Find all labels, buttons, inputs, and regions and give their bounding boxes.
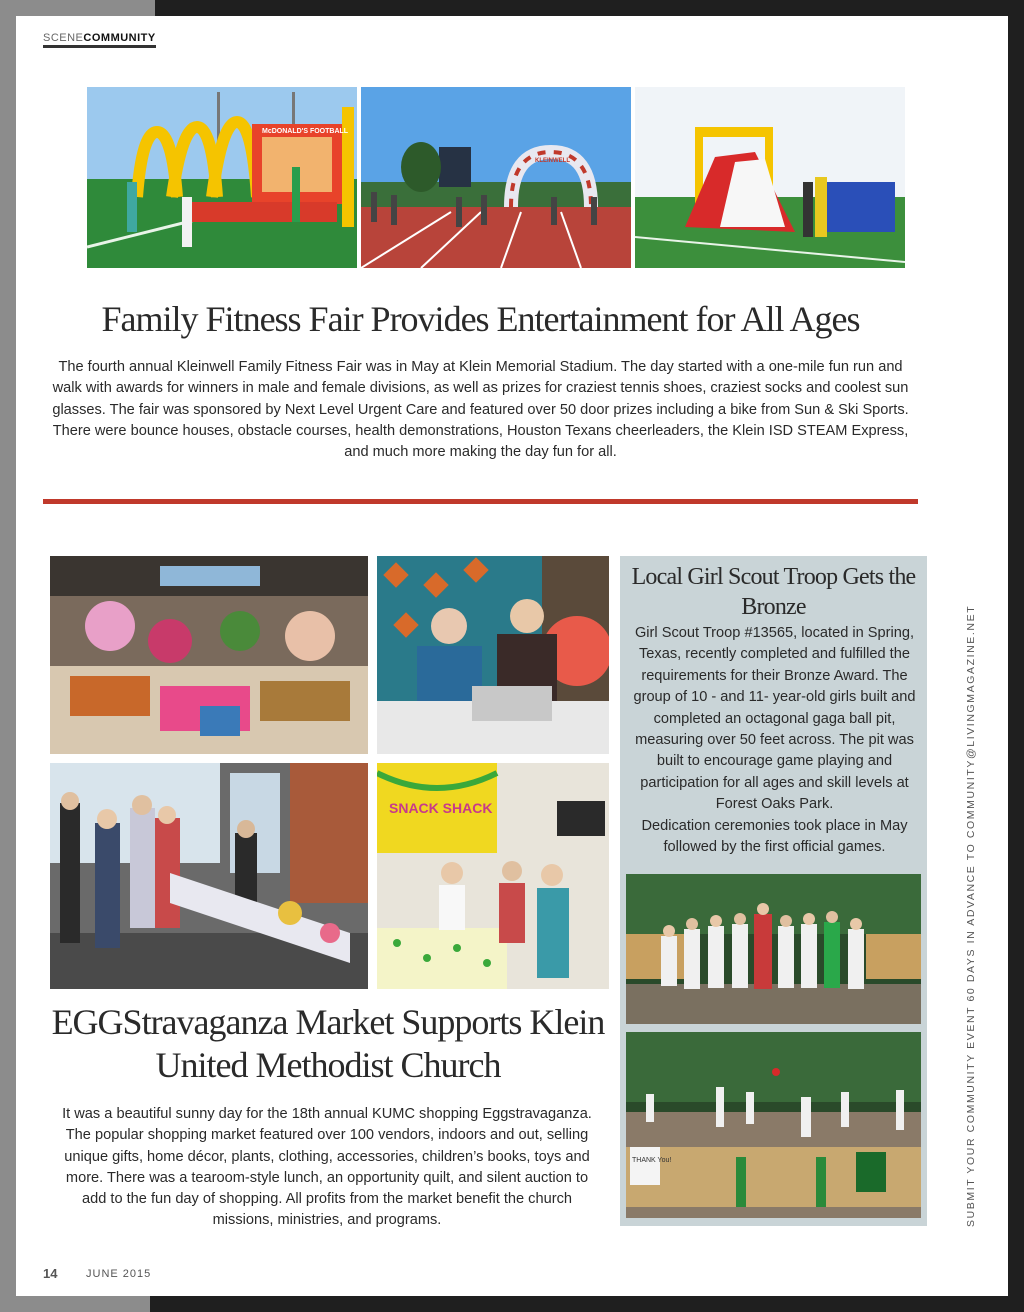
photo-market-vendors	[50, 556, 368, 754]
photo-gaga-ball-pit	[626, 1032, 921, 1218]
section-tag-light: SCENE	[43, 32, 84, 44]
section-tag-bold: COMMUNITY	[83, 32, 156, 44]
sidebar-title: Local Girl Scout Troop Gets the Bronze	[631, 564, 916, 620]
article2-body: It was a beautiful sunny day for the 18th annual KUMC shopping Eggstravaganza. The popular shopping market featured over 100 vendors, indoors and out, selling unique gifts, home décor, plants, clothing, accessories, children’s books, toys and more. There was a tearoom-style lunch, an opportunity quilt, and silent auction to add to the fun day of shopping. All profits from the market benefit the church missions, ministries, and programs.	[62, 1106, 592, 1229]
thank-you-sign-text: THANK You!	[632, 1157, 672, 1164]
photo-inflatable-goalposts	[87, 87, 357, 268]
submission-banner: SUBMIT YOUR COMMUNITY EVENT 60 DAYS IN ADVANCE TO COMMUNITY@LIVINGMAGAZINE.NET	[965, 604, 977, 1227]
frame-top-left	[0, 0, 155, 16]
photo-shoppers-browsing	[50, 763, 368, 989]
page-number: 14	[43, 1266, 58, 1281]
section-tag	[43, 32, 156, 48]
snack-shack-sign-text: SNACK SHACK	[389, 800, 493, 816]
photo-snack-shack	[377, 763, 609, 989]
photo-fun-run-track	[361, 87, 631, 268]
photo-inflatable-slide	[635, 87, 905, 268]
section-divider	[43, 499, 918, 504]
article2-title: EGGStravaganza Market Supports Klein United Methodist Church	[51, 1002, 605, 1085]
frame-top-right	[155, 0, 1024, 16]
frame-bottom-right	[150, 1296, 1024, 1312]
frame-left	[0, 0, 16, 1312]
girl-scout-sidebar	[620, 556, 927, 1226]
frame-right	[1008, 0, 1024, 1312]
frame-bottom-left	[0, 1296, 150, 1312]
article1-body: The fourth annual Kleinwell Family Fitness Fair was in May at Klein Memorial Stadium. The day started with a one-mile fun run and walk with awards for winners in male and female divisions, as well as prizes for craziest tennis shoes, craziest socks and coolest sun glasses. The fair was sponsored by Next Level Urgent Care and featured over 50 door prizes including a bike from Sun & Ski Sports. There were bounce houses, obstacle courses, health demonstrations, Houston Texans cheerleaders, the Klein ISD STEAM Express, and much more making the day fun for all.	[52, 359, 909, 461]
issue-date: JUNE 2015	[86, 1268, 152, 1280]
photo-volunteers-at-table	[377, 556, 609, 754]
arch-banner-text: KLEINWELL	[535, 158, 570, 164]
article1-title: Family Fitness Fair Provides Entertainment for All Ages	[101, 299, 860, 339]
inflatable-banner-text: McDONALD'S FOOTBALL	[262, 128, 349, 135]
sidebar-body: Girl Scout Troop #13565, located in Spring, Texas, recently completed and fulfilled the requirements for their Bronze Award. The group of 10 - and 11- year-old girls built and completed an octagonal gaga ball pit, measuring over 50 feet across. The pit was built to encourage game playing and participation for all ages and skill levels at Forest Oaks Park. Dedication ceremonies took place in May followed by the first official games.	[633, 625, 916, 856]
photo-girl-scout-troop	[626, 874, 921, 1024]
